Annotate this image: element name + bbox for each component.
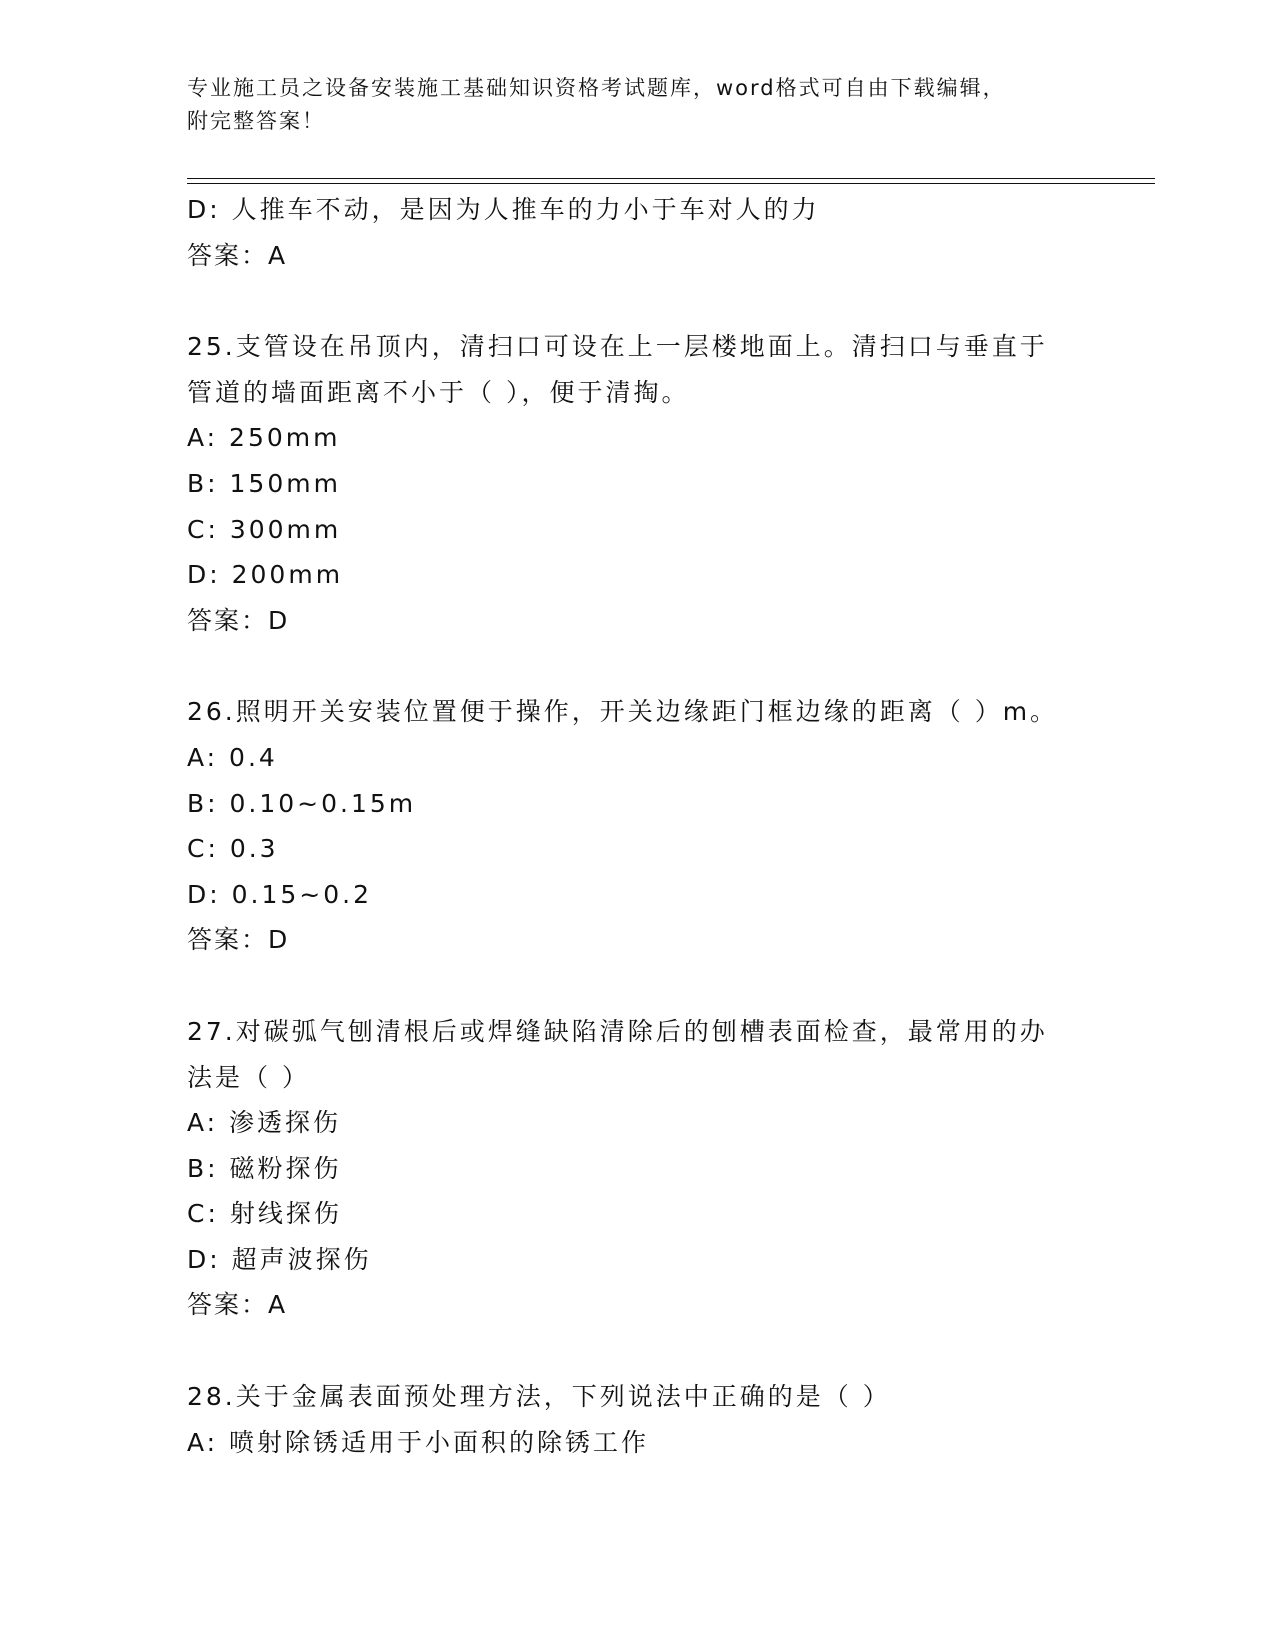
spacer	[187, 1328, 1147, 1374]
option-line: C: 0.3	[187, 834, 279, 864]
question-list	[187, 187, 1147, 1465]
header-divider-top	[187, 178, 1155, 179]
option-line: A: 250mm	[187, 423, 341, 453]
spacer	[187, 278, 1147, 324]
answer-line: 答案：A	[187, 240, 288, 270]
document-header	[187, 72, 1087, 138]
option-line: A: 喷射除锈适用于小面积的除锈工作	[187, 1427, 650, 1457]
option-line: B: 0.10~0.15m	[187, 788, 417, 818]
question-text: 管道的墙面距离不小于（ ），便于清掏。	[187, 377, 690, 407]
option-line: D: 人推车不动，是因为人推车的力小于车对人的力	[187, 195, 820, 224]
spacer	[187, 643, 1147, 689]
question-text: 25.支管设在吊顶内，清扫口可设在上一层楼地面上。清扫口与垂直于	[187, 332, 1048, 362]
answer-line: 答案：A	[187, 1290, 288, 1320]
option-line: C: 300mm	[187, 514, 342, 544]
question-text: 26.照明开关安装位置便于操作，开关边缘距门框边缘的距离（ ）m。	[187, 697, 1059, 727]
answer-line: 答案：D	[187, 605, 290, 635]
option-line: D: 超声波探伤	[187, 1244, 372, 1274]
answer-line: 答案：D	[187, 925, 290, 955]
option-line: A: 渗透探伤	[187, 1108, 342, 1138]
question-text: 法是（ ）	[187, 1062, 310, 1092]
option-line: D: 200mm	[187, 560, 344, 590]
option-line: C: 射线探伤	[187, 1199, 342, 1229]
question-text: 27.对碳弧气刨清根后或焊缝缺陷清除后的刨槽表面检查，最常用的办	[187, 1016, 1048, 1046]
option-line: D: 0.15~0.2	[187, 879, 372, 909]
spacer	[187, 963, 1147, 1009]
option-line: A: 0.4	[187, 742, 278, 772]
header-divider-bottom	[187, 183, 1155, 184]
option-line: B: 150mm	[187, 468, 341, 498]
question-text: 28.关于金属表面预处理方法，下列说法中正确的是（ ）	[187, 1382, 891, 1412]
option-line: B: 磁粉探伤	[187, 1153, 342, 1183]
header-line-1: 专业施工员之设备安装施工基础知识资格考试题库，word格式可自由下载编辑，	[187, 76, 1006, 100]
header-line-2: 附完整答案！	[187, 109, 325, 133]
